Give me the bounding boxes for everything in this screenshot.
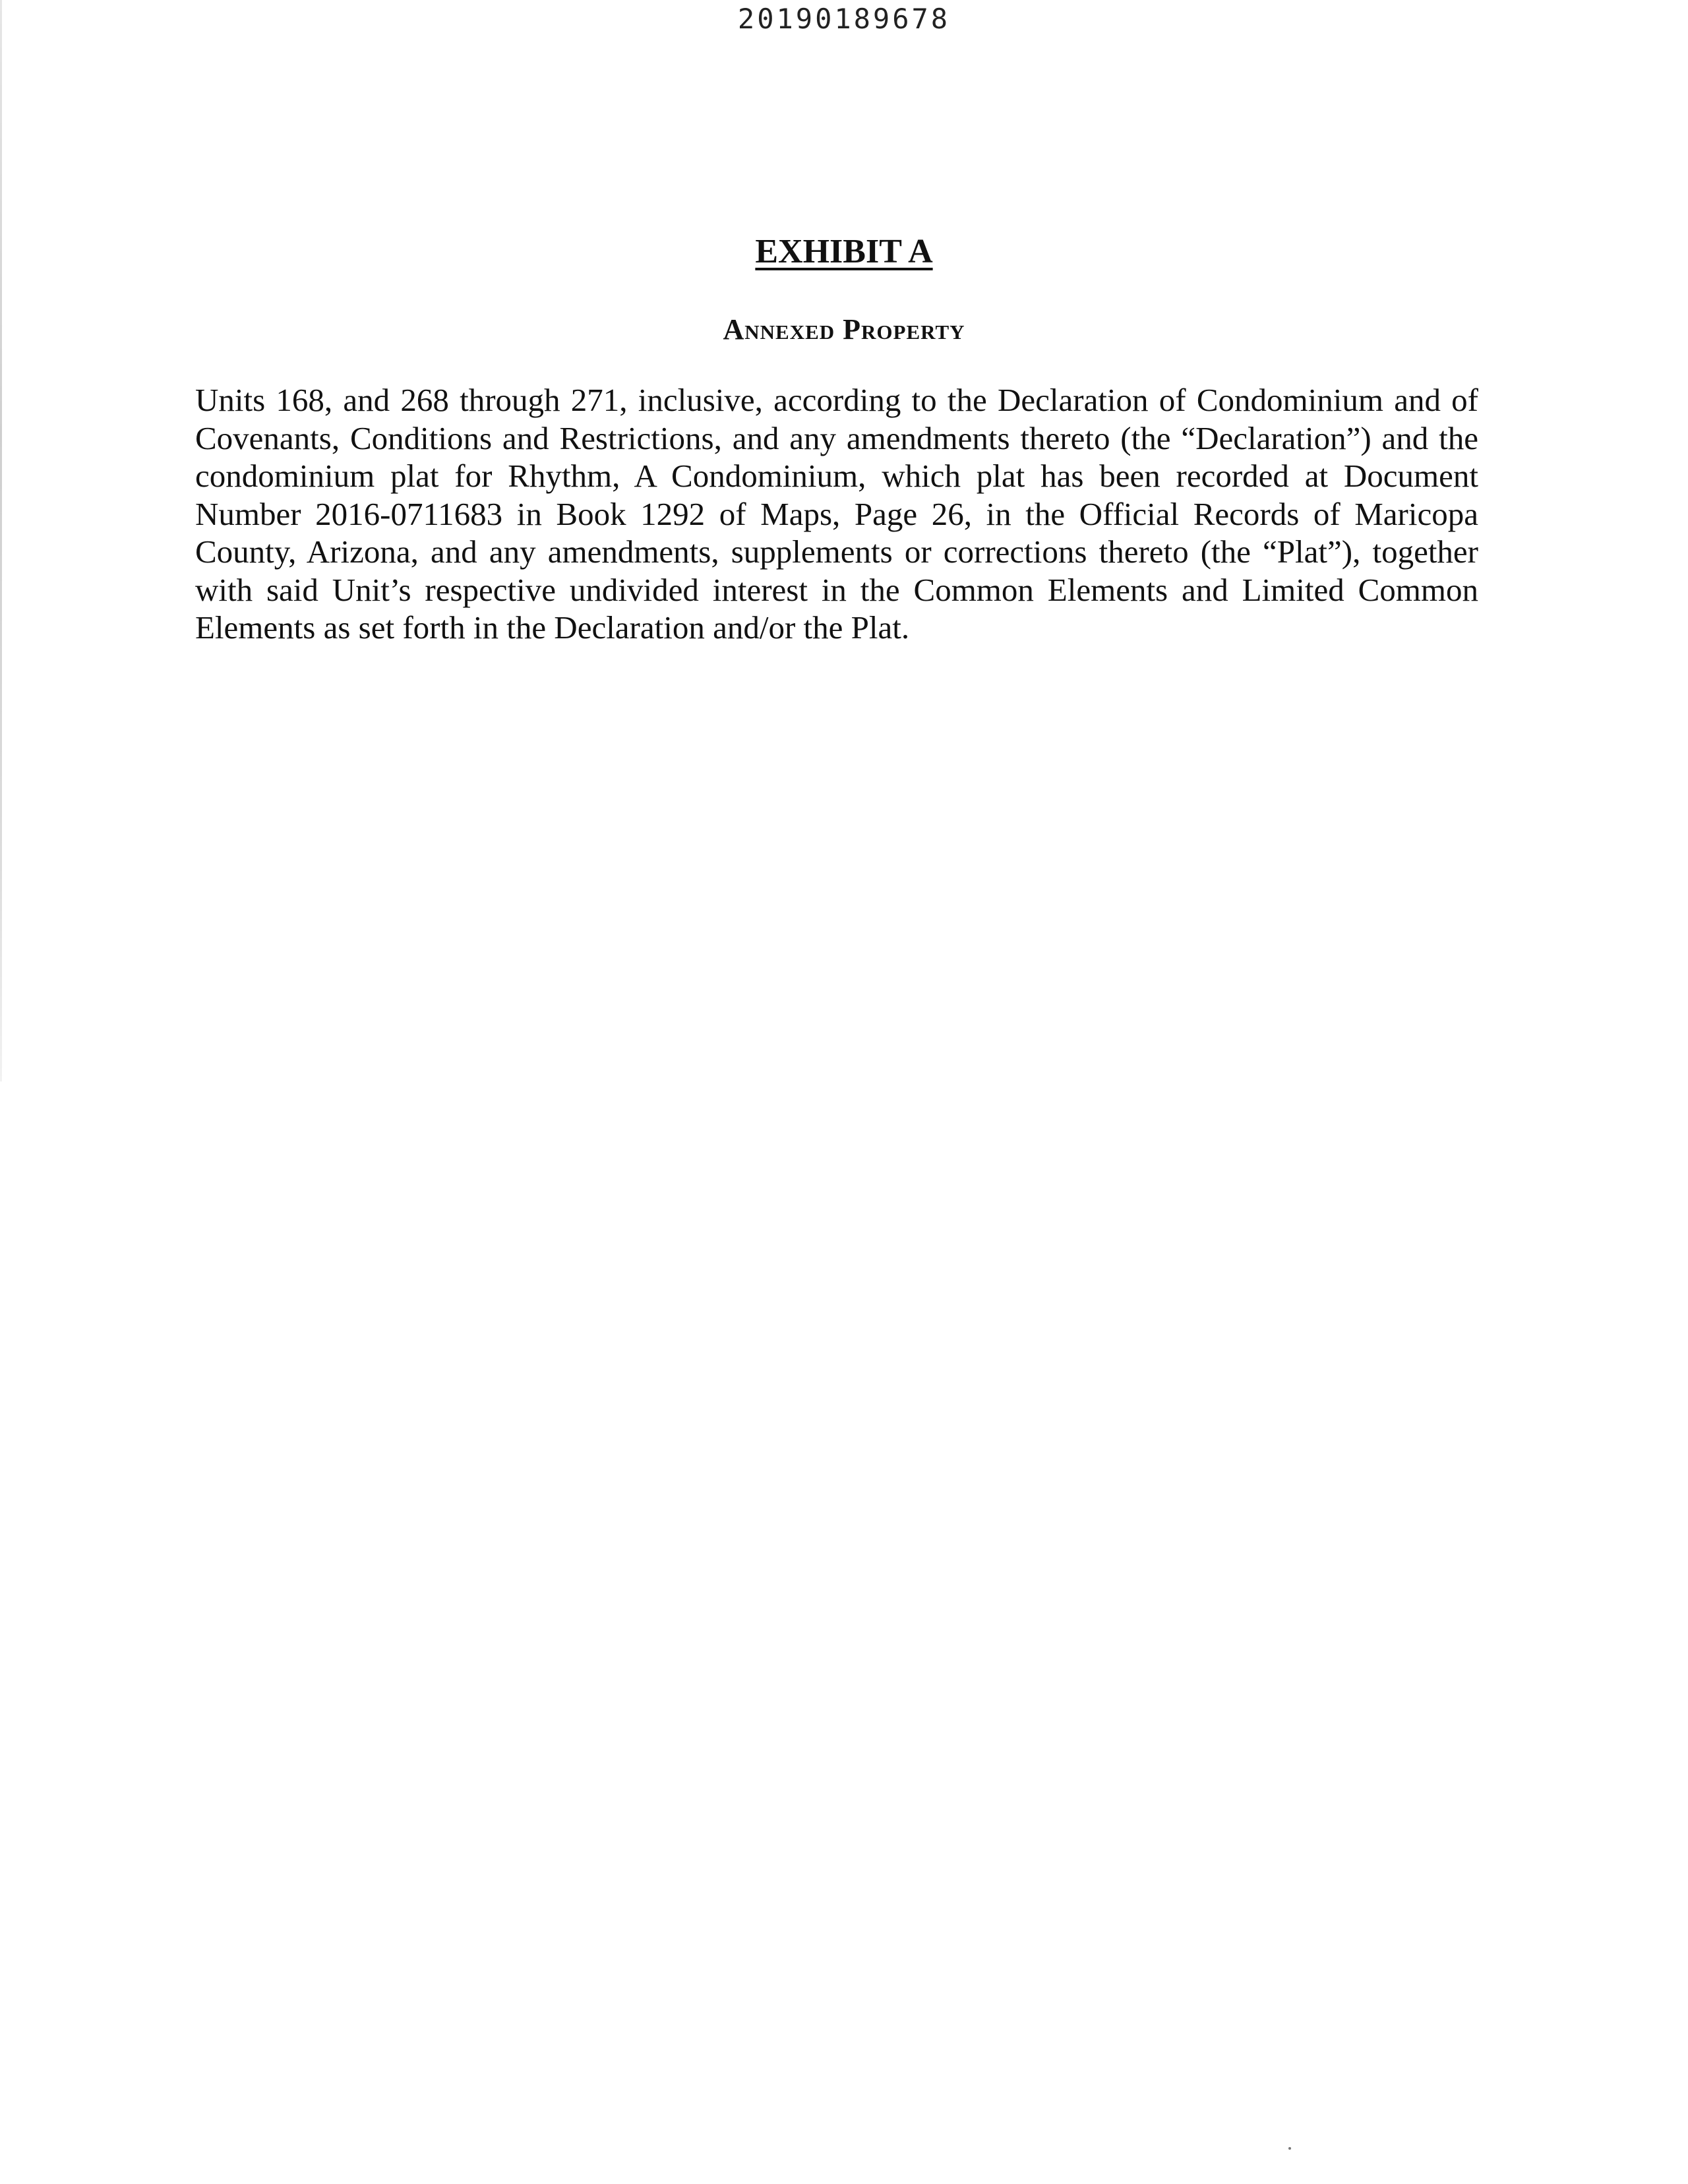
scan-edge <box>0 0 2 1081</box>
scan-speck <box>1288 2147 1291 2150</box>
legal-description-paragraph: Units 168, and 268 through 271, inclusive, according to the Declaration of Condominium and of Covenants, Conditions and Restrictions, and any amendments thereto (the “Declaration”) and the condominium plat for Rhythm, A Condominium, which plat has been recorded at Document Number 2016-0711683 in Book 1292 of Maps, Page 26, in the Official Records of Maricopa County, Arizona, and any amendments, supplements or corrections thereto (the “Plat”), together with said Unit’s respective undivided interest in the Common Elements and Limited Common Elements as set forth in the Declaration and/or the Plat. <box>195 382 1478 646</box>
recording-document-number: 20190189678 <box>737 3 951 35</box>
exhibit-title: EXHIBIT A <box>755 233 933 270</box>
exhibit-subtitle: Annexed Property <box>723 313 965 346</box>
